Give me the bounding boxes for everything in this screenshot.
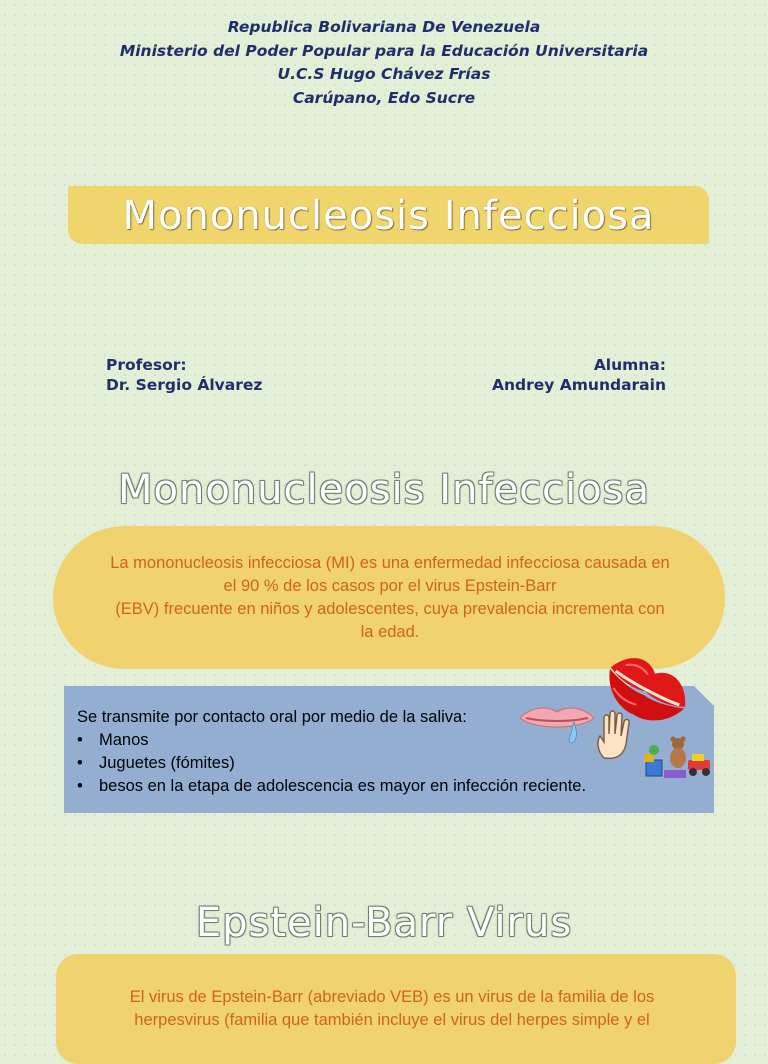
drooling-mouth-icon [518, 700, 596, 748]
professor-name: Dr. Sergio Álvarez [106, 376, 263, 394]
transmission-item: • Juguetes (fómites) [99, 752, 586, 775]
hand-icon [594, 708, 642, 764]
toys-icon [640, 734, 714, 782]
institution-line-3: U.C.S Hugo Chávez Frías [277, 65, 491, 83]
intro-line-2: el 90 % de los casos por el virus Epstein-Barr [223, 577, 557, 595]
student-name: Andrey Amundarain [491, 376, 666, 394]
ebv-line-2: herpesvirus (familia que también incluye el virus del herpes simple y el [134, 1011, 650, 1029]
section1-title: Mononucleosis Infecciosa [118, 467, 650, 513]
institution-header [0, 16, 768, 110]
transmission-item: • Manos [99, 729, 586, 752]
institution-line-2: Ministerio del Poder Popular para la Educación Universitaria [119, 41, 649, 60]
transmission-item: • besos en la etapa de adolescencia es mayor en infección reciente. [99, 775, 586, 798]
intro-line-1: La mononucleosis infecciosa (MI) es una enfermedad infecciosa causada en [110, 554, 670, 572]
student-block [492, 355, 666, 395]
intro-text [82, 552, 698, 644]
section2-title: Epstein-Barr Virus [195, 900, 573, 946]
institution-line-4: Carúpano, Edo Sucre [292, 88, 476, 107]
professor-label: Profesor: [106, 356, 187, 374]
cover-title: Mononucleosis Infecciosa [122, 193, 655, 239]
ebv-line-1: El virus de Epstein-Barr (abreviado VEB) es un virus de la familia de los [129, 988, 655, 1006]
transmission-content [77, 706, 586, 798]
intro-line-3: (EBV) frecuente en niños y adolescentes, cuya prevalencia incrementa con [115, 600, 665, 618]
student-label: Alumna: [593, 356, 666, 374]
institution-line-1: Republica Bolivariana De Venezuela [227, 18, 541, 36]
ebv-text [90, 986, 694, 1032]
intro-line-4: la edad. [360, 623, 420, 641]
transmission-list [77, 729, 586, 798]
professor-block [106, 355, 262, 395]
transmission-heading: Se transmite por contacto oral por medio de la saliva: [77, 708, 467, 726]
